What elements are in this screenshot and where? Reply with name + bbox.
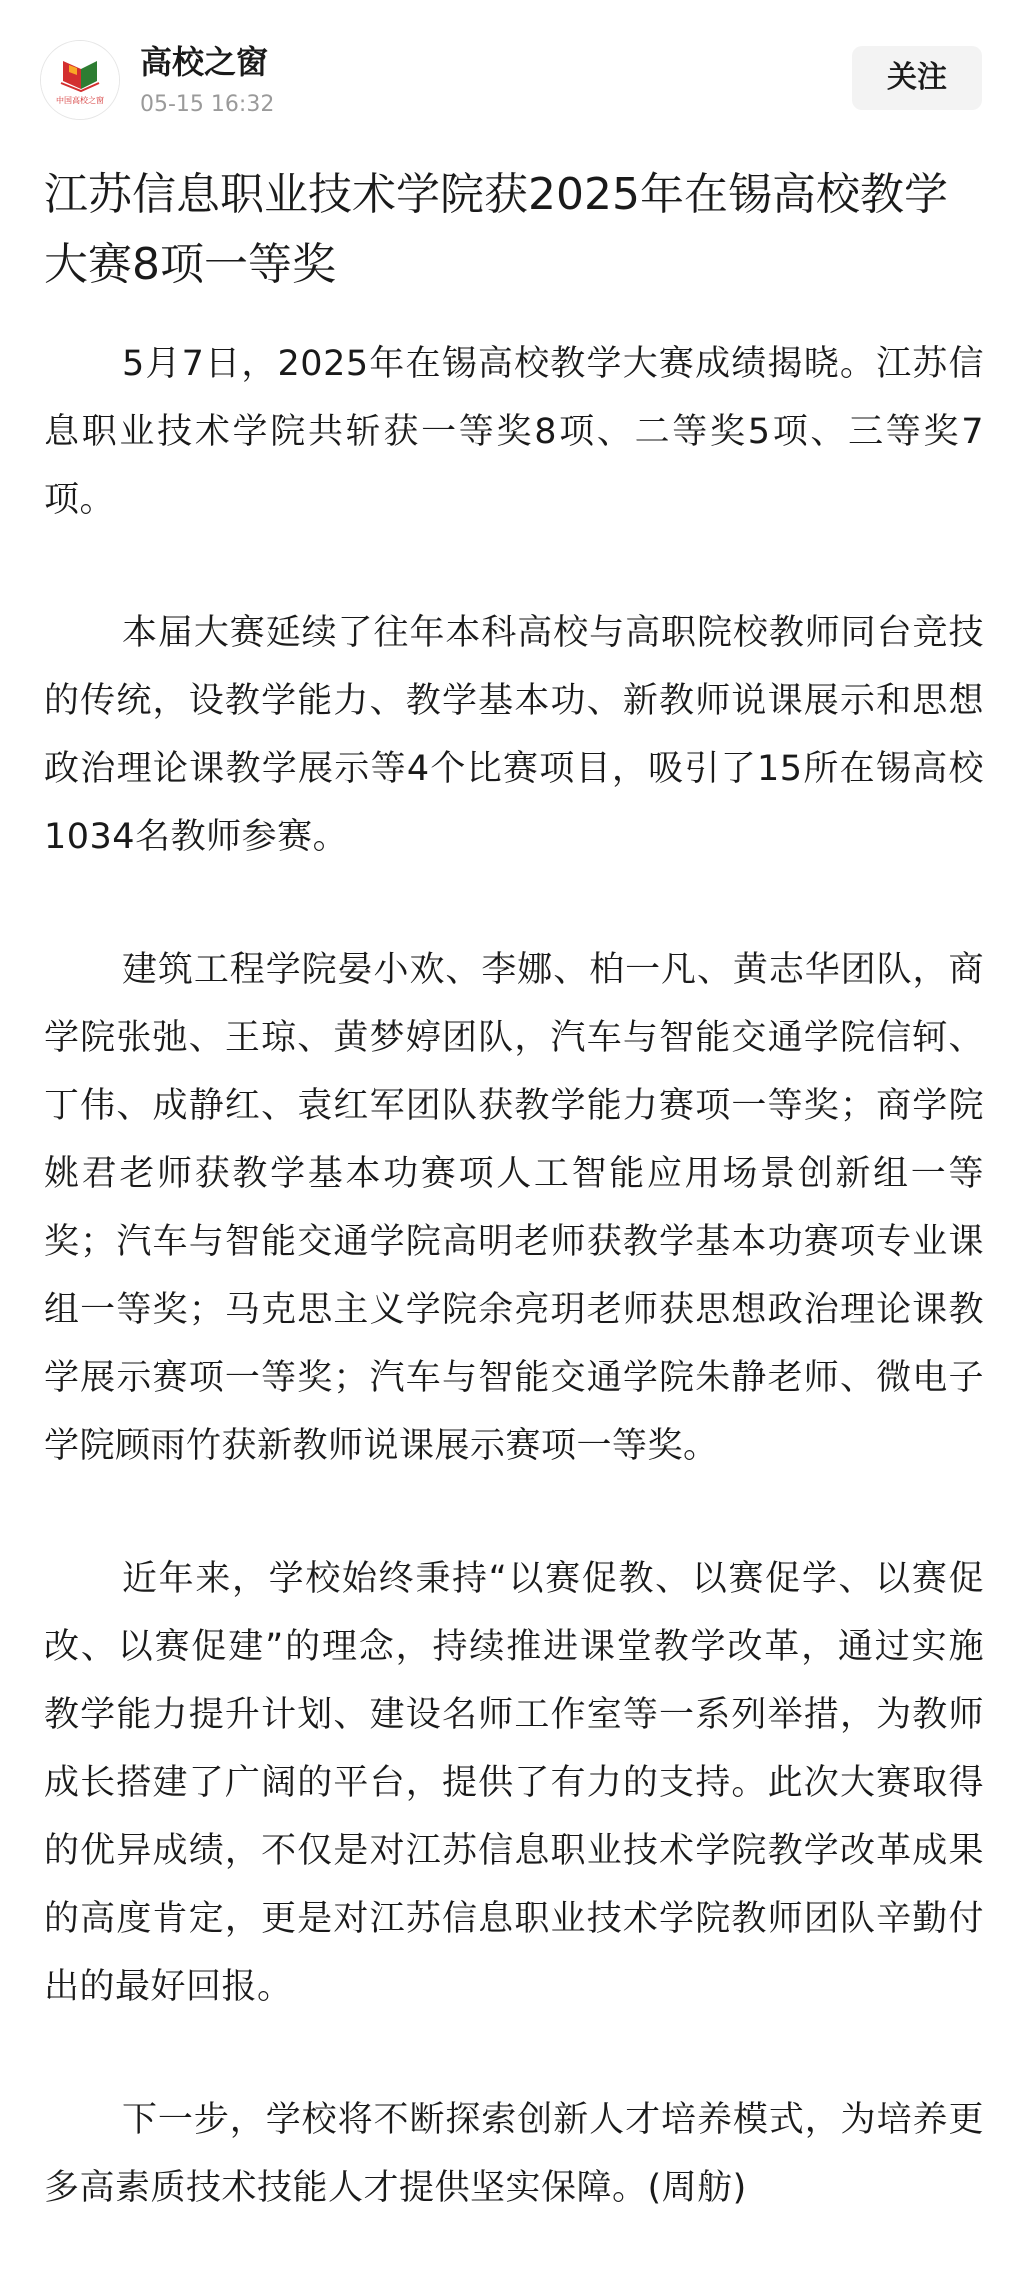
article-title: 江苏信息职业技术学院获2025年在锡高校教学大赛8项一等奖 <box>44 169 948 290</box>
post-timestamp: 05-15 16:32 <box>140 92 275 117</box>
account-name[interactable]: 高校之窗 <box>140 43 269 81</box>
avatar-caption: 中国高校之窗 <box>56 96 104 105</box>
article-paragraph: 本届大赛延续了往年本科高校与高职院校教师同台竞技的传统，设教学能力、教学基本功、新教师说课展示和思想政治理论课教学展示等4个比赛项目，吸引了15所在锡高校1034名教师参赛。 <box>44 613 984 857</box>
article-body <box>44 330 984 2287</box>
follow-button[interactable]: 关注 <box>852 46 982 110</box>
post-header <box>0 0 1024 150</box>
article-paragraph: 建筑工程学院晏小欢、李娜、柏一凡、黄志华团队，商学院张弛、王琼、黄梦婷团队，汽车与智能交通学院信轲、丁伟、成静红、袁红军团队获教学能力赛项一等奖；商学院姚君老师获教学基本功赛项人工智能应用场景创新组一等奖；汽车与智能交通学院高明老师获教学基本功赛项专业课组一等奖；马克思主义学院余亮玥老师获思想政治理论课教学展示赛项一等奖；汽车与智能交通学院朱静老师、微电子学院顾雨竹获新教师说课展示赛项一等奖。 <box>44 950 984 1466</box>
article-paragraph: 5月7日，2025年在锡高校教学大赛成绩揭晓。江苏信息职业技术学院共斩获一等奖8项、二等奖5项、三等奖7项。 <box>44 344 984 520</box>
avatar[interactable] <box>40 40 120 120</box>
article-paragraph: 近年来，学校始终秉持“以赛促教、以赛促学、以赛促改、以赛促建”的理念，持续推进课堂教学改革，通过实施教学能力提升计划、建设名师工作室等一系列举措，为教师成长搭建了广阔的平台，提供了有力的支持。此次大赛取得的优异成绩，不仅是对江苏信息职业技术学院教学改革成果的高度肯定，更是对江苏信息职业技术学院教师团队辛勤付出的最好回报。 <box>44 1559 984 2007</box>
article-paragraph: 下一步，学校将不断探索创新人才培养模式，为培养更多高素质技术技能人才提供坚实保障。(周舫) <box>44 2100 984 2208</box>
university-window-logo-icon <box>41 41 119 119</box>
